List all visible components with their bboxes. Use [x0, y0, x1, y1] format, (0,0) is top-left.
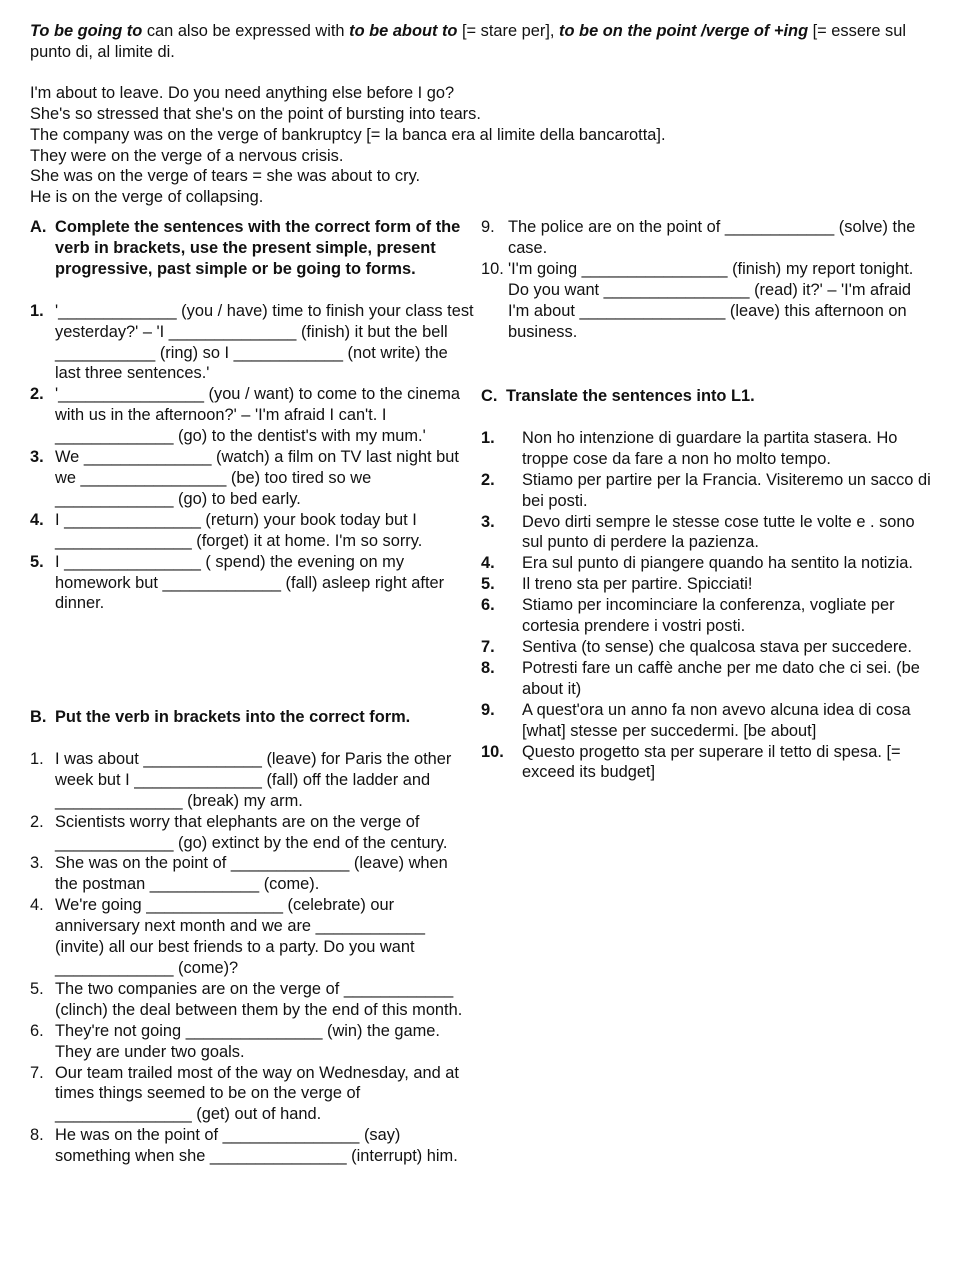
item-text: Il treno sta per partire. Spicciati! [522, 575, 753, 594]
section-b [30, 707, 475, 1167]
section-a-heading [30, 217, 475, 280]
item-number: 6. [481, 596, 495, 615]
intro-text: [= essere sul punto di, al limite di. [30, 22, 907, 61]
item-number: 9. [481, 700, 495, 719]
section-a-item [481, 259, 935, 343]
section-c-item [481, 512, 935, 554]
item-text: A quest'ora un anno fa non avevo alcuna idea di cosa [what] stesse per succedermi. [be about] [522, 700, 911, 740]
intro-term-on-the-point: to be on the point /verge of +ing [559, 22, 809, 40]
item-text: He was on the point of _______________ (say) something when she _______________ (interrupt) him. [55, 1126, 458, 1166]
item-text: Scientists worry that elephants are on the verge of _____________ (go) extinct by the end of the century. [55, 812, 448, 852]
item-text: Sentiva (to sense) che qualcosa stava per succedere. [522, 637, 912, 656]
item-number: 8. [30, 1126, 44, 1145]
item-number: 2. [481, 470, 495, 489]
item-text: Non ho intenzione di guardare la partita stasera. Ho troppe cose da fare a non ho molto tempo. [522, 428, 898, 468]
item-number: 4. [481, 554, 495, 573]
example-sentence: They were on the verge of a nervous crisis. [30, 146, 344, 165]
item-text: Devo dirti sempre le stesse cose tutte le volte e . sono sul punto di perdere la pazienza. [522, 512, 915, 552]
item-text: They're not going _______________ (win) the game. They are under two goals. [55, 1021, 440, 1061]
item-text: Era sul punto di piangere quando ha sentito la notizia. [522, 554, 913, 573]
item-number: 8. [481, 658, 495, 677]
section-c-heading [481, 386, 935, 407]
item-number: 7. [30, 1063, 44, 1082]
section-a-item [30, 301, 475, 385]
item-number: 7. [481, 637, 495, 656]
section-b-item [30, 853, 475, 895]
section-a-title: Complete the sentences with the correct form of the verb in brackets, use the present simple, present progressive, past simple or be going to forms. [55, 218, 461, 278]
item-number: 1. [30, 749, 44, 768]
section-c-label: C. [481, 387, 498, 405]
example-sentence: She was on the verge of tears = she was about to cry. [30, 167, 421, 186]
example-sentence: He is on the verge of collapsing. [30, 188, 264, 207]
section-b-heading [30, 707, 475, 728]
section-c-title: Translate the sentences into L1. [506, 387, 755, 405]
intro-paragraph [30, 21, 935, 63]
item-number: 3. [30, 448, 44, 467]
item-number: 4. [30, 896, 44, 915]
section-b-item [30, 1021, 475, 1063]
example-sentence: The company was on the verge of bankruptcy [= la banca era al limite della bancarotta]. [30, 125, 666, 144]
item-text: '________________ (you / want) to come to the cinema with us in the afternoon?' – 'I'm afraid I can't. I _____________ (go) to the dentist's with my mum.' [55, 385, 460, 446]
item-text: We're going _______________ (celebrate) our anniversary next month and we are ____________ (invite) all our best friends to a party. Do you want _____________ (come)? [55, 896, 425, 977]
item-text: Questo progetto sta per superare il tetto di spesa. [= exceed its budget] [522, 742, 901, 782]
worksheet-page [30, 21, 935, 208]
section-a-item [30, 552, 475, 615]
section-b-title: Put the verb in brackets into the correct form. [55, 708, 411, 726]
section-b-item [30, 1125, 475, 1167]
section-a-label: A. [30, 218, 47, 236]
exercise-columns [30, 217, 935, 1277]
left-column [30, 217, 475, 1166]
section-c-item [481, 658, 935, 700]
item-text: I _______________ ( spend) the evening on my homework but _____________ (fall) asleep right after dinner. [55, 552, 445, 613]
item-number: 9. [481, 218, 495, 236]
intro-text: [= stare per], [457, 22, 560, 40]
item-number: 4. [30, 510, 44, 529]
item-number: 3. [481, 512, 495, 531]
item-number: 10. [481, 742, 504, 761]
item-text: The police are on the point of ____________ (solve) the case. [508, 218, 916, 257]
section-b-item [30, 749, 475, 812]
section-c-item [481, 470, 935, 512]
section-c-item [481, 553, 935, 574]
item-number: 2. [30, 812, 44, 831]
section-c-item [481, 700, 935, 742]
item-number: 2. [30, 385, 44, 404]
item-text: I was about _____________ (leave) for Paris the other week but I ______________ (fall) off the ladder and ______________ (break) my arm. [55, 749, 452, 810]
example-sentence: I'm about to leave. Do you need anything else before I go? [30, 83, 455, 102]
item-number: 1. [481, 428, 495, 447]
item-number: 1. [30, 301, 44, 320]
item-number: 6. [30, 1021, 44, 1040]
item-text: 'I'm going ________________ (finish) my report tonight. Do you want ________________ (read) it?' – 'I'm afraid I'm about ________________ (leave) this afternoon on business. [508, 259, 914, 341]
item-text: Our team trailed most of the way on Wednesday, and at times things seemed to be on the verge of _______________ (get) out of hand. [55, 1063, 459, 1124]
section-b-label: B. [30, 708, 47, 726]
item-number: 5. [30, 979, 44, 998]
section-a-item [481, 217, 935, 259]
section-b-item [30, 895, 475, 979]
example-sentence: She's so stressed that she's on the point of bursting into tears. [30, 104, 481, 123]
item-number: 3. [30, 854, 44, 873]
example-sentences [30, 83, 935, 208]
intro-term-going-to: To be going to [30, 22, 143, 40]
section-c-item [481, 574, 935, 595]
right-column [481, 217, 935, 782]
section-c-item [481, 742, 935, 784]
item-text: We ______________ (watch) a film on TV last night but we ________________ (be) too tired so we _____________ (go) to bed early. [55, 448, 459, 508]
section-a-item [30, 384, 475, 447]
item-number: 5. [30, 552, 44, 571]
item-number: 10. [481, 259, 504, 278]
item-text: The two companies are on the verge of ____________ (clinch) the deal between them by the end of this month. [55, 979, 463, 1019]
intro-text: can also be expressed with [142, 22, 350, 40]
item-text: I _______________ (return) your book today but I _______________ (forget) it at home. I'm so sorry. [55, 510, 423, 550]
section-c-item [481, 428, 935, 470]
section-b-item [30, 979, 475, 1021]
section-b-item [30, 1063, 475, 1126]
item-text: Potresti fare un caffè anche per me dato che ci sei. (be about it) [522, 658, 920, 698]
section-c [481, 386, 935, 783]
section-c-item [481, 637, 935, 658]
item-text: '_____________ (you / have) time to finish your class test yesterday?' – 'I ______________ (finish) it but the bell ___________ (ring) so I ____________ (not write) the last three sentences.' [55, 301, 474, 383]
item-text: Stiamo per partire per la Francia. Visiteremo un sacco di bei posti. [522, 470, 931, 510]
item-number: 5. [481, 575, 495, 594]
section-b-item [30, 812, 475, 854]
section-a-item [30, 447, 475, 510]
item-text: She was on the point of _____________ (leave) when the postman ____________ (come). [55, 854, 448, 894]
intro-term-about-to: to be about to [349, 22, 458, 40]
item-text: Stiamo per incominciare la conferenza, vogliate per cortesia prendere i vostri posti. [522, 596, 895, 636]
section-c-item [481, 595, 935, 637]
section-a-item [30, 510, 475, 552]
